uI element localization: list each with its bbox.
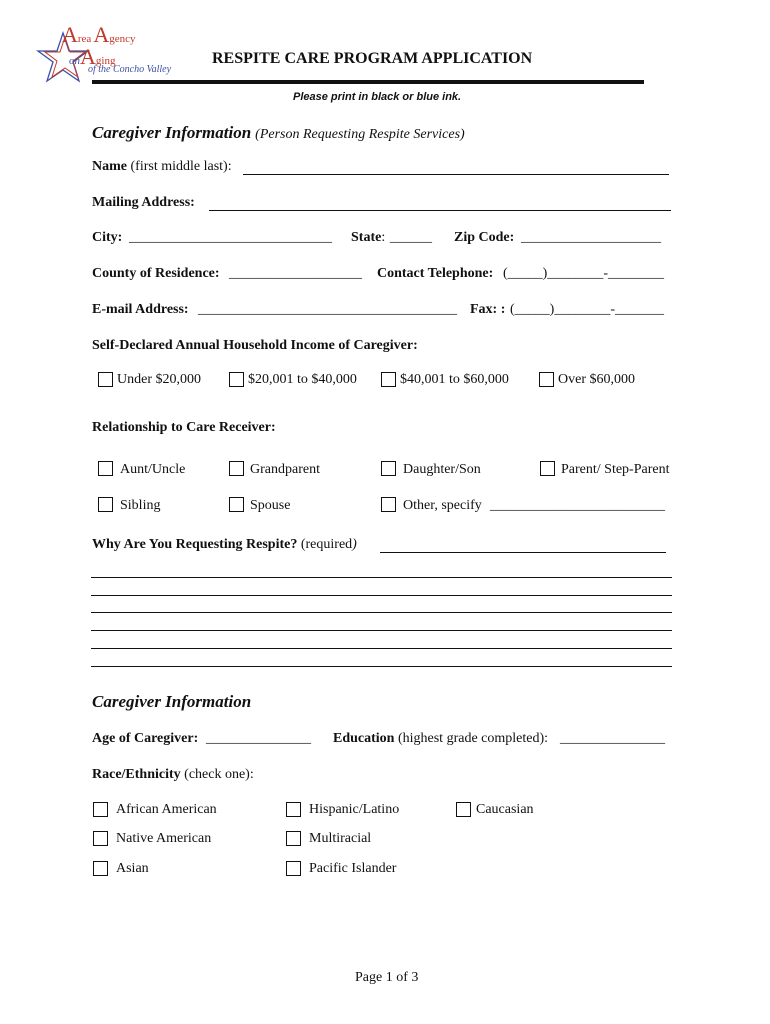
income-checkbox[interactable] bbox=[381, 372, 396, 387]
race-checkbox[interactable] bbox=[93, 802, 108, 817]
income-option: Over $60,000 bbox=[558, 372, 635, 387]
relationship-checkbox[interactable] bbox=[98, 497, 113, 512]
relationship-option: Sibling bbox=[120, 498, 161, 513]
ink-instruction: Please print in black or blue ink. bbox=[293, 91, 462, 103]
logo-letter-a: A bbox=[80, 44, 96, 69]
why-respite-field[interactable] bbox=[380, 552, 666, 553]
fax-label: Fax: : bbox=[470, 302, 506, 317]
relationship-option: Parent/ Step-Parent bbox=[561, 462, 670, 477]
relationship-checkbox[interactable] bbox=[229, 497, 244, 512]
zip-label: Zip Code: bbox=[454, 230, 515, 245]
logo-letter-a: A bbox=[93, 22, 110, 47]
race-checkbox[interactable] bbox=[93, 831, 108, 846]
name-field[interactable] bbox=[243, 174, 669, 175]
relationship-option: Grandparent bbox=[250, 462, 320, 477]
income-option: $20,001 to $40,000 bbox=[248, 372, 357, 387]
section-title: Caregiver Information bbox=[92, 123, 252, 142]
city-field[interactable]: _____________________________ bbox=[129, 230, 332, 245]
race-option: Native American bbox=[116, 831, 212, 846]
race-option: Pacific Islander bbox=[309, 861, 397, 876]
header-rule bbox=[92, 80, 644, 84]
why-respite-line[interactable] bbox=[91, 595, 672, 596]
why-respite-line[interactable] bbox=[91, 648, 672, 649]
why-respite-line[interactable] bbox=[91, 612, 672, 613]
race-checkbox[interactable] bbox=[456, 802, 471, 817]
race-option: Hispanic/Latino bbox=[309, 802, 400, 817]
why-respite-label: Why Are You Requesting Respite? (required) bbox=[92, 537, 357, 552]
relationship-label: Relationship to Care Receiver: bbox=[92, 420, 276, 435]
relationship-checkbox[interactable] bbox=[381, 461, 396, 476]
logo-area-text: rea bbox=[77, 33, 92, 45]
city-label: City: bbox=[92, 230, 123, 245]
mailing-address-field[interactable] bbox=[209, 210, 671, 211]
phone-label: Contact Telephone: bbox=[377, 266, 494, 281]
county-field[interactable]: ___________________ bbox=[229, 266, 362, 281]
section-title: Caregiver Information bbox=[92, 692, 252, 711]
relationship-checkbox[interactable] bbox=[540, 461, 555, 476]
name-label: Name (first middle last): bbox=[92, 159, 232, 174]
logo-letter-a: A bbox=[62, 22, 78, 47]
logo-agency-text: gency bbox=[109, 33, 136, 45]
race-option: Caucasian bbox=[476, 802, 534, 817]
section-heading bbox=[92, 123, 465, 143]
mailing-address-label: Mailing Address: bbox=[92, 195, 195, 210]
income-checkbox[interactable] bbox=[229, 372, 244, 387]
race-option: Multiracial bbox=[309, 831, 372, 846]
county-label: County of Residence: bbox=[92, 266, 220, 281]
race-option: African American bbox=[116, 802, 217, 817]
why-respite-line[interactable] bbox=[91, 577, 672, 578]
zip-field[interactable]: ____________________ bbox=[521, 230, 661, 245]
relationship-checkbox[interactable] bbox=[381, 497, 396, 512]
state-field[interactable]: ______ bbox=[390, 230, 432, 245]
state-label: State: bbox=[351, 230, 386, 245]
other-specify-field[interactable]: _________________________ bbox=[490, 498, 665, 513]
why-respite-line[interactable] bbox=[91, 666, 672, 667]
fax-field[interactable]: (_____)________-_______ bbox=[510, 302, 664, 317]
email-label: E-mail Address: bbox=[92, 302, 189, 317]
relationship-option: Aunt/Uncle bbox=[120, 462, 186, 477]
relationship-option: Other, specify bbox=[403, 498, 482, 513]
race-checkbox[interactable] bbox=[93, 861, 108, 876]
education-field[interactable]: _______________ bbox=[560, 731, 665, 746]
income-checkbox[interactable] bbox=[98, 372, 113, 387]
logo-on-text: on bbox=[69, 55, 80, 67]
race-option: Asian bbox=[116, 861, 149, 876]
relationship-option: Spouse bbox=[250, 498, 291, 513]
race-checkbox[interactable] bbox=[286, 831, 301, 846]
race-checkbox[interactable] bbox=[286, 861, 301, 876]
relationship-checkbox[interactable] bbox=[98, 461, 113, 476]
race-checkbox[interactable] bbox=[286, 802, 301, 817]
income-checkbox[interactable] bbox=[539, 372, 554, 387]
race-label: Race/Ethnicity (check one): bbox=[92, 767, 254, 782]
income-option: $40,001 to $60,000 bbox=[400, 372, 509, 387]
logo-tagline: of the Concho Valley bbox=[88, 64, 172, 75]
age-label: Age of Caregiver: bbox=[92, 731, 199, 746]
income-option: Under $20,000 bbox=[117, 372, 201, 387]
relationship-option: Daughter/Son bbox=[403, 462, 481, 477]
email-field[interactable]: _____________________________________ bbox=[198, 302, 457, 317]
section-subtitle: (Person Requesting Respite Services) bbox=[255, 127, 465, 142]
why-respite-line[interactable] bbox=[91, 630, 672, 631]
page-title: RESPITE CARE PROGRAM APPLICATION bbox=[212, 50, 533, 67]
education-label: Education (highest grade completed): bbox=[333, 731, 549, 746]
relationship-checkbox[interactable] bbox=[229, 461, 244, 476]
income-label: Self-Declared Annual Household Income of Caregiver: bbox=[92, 338, 418, 353]
age-field[interactable]: _______________ bbox=[206, 731, 311, 746]
logo-aging-text: ging bbox=[95, 55, 116, 67]
page-number: Page 1 of 3 bbox=[355, 970, 419, 985]
phone-field[interactable]: (_____)________-________ bbox=[503, 266, 664, 281]
agency-logo bbox=[35, 18, 185, 80]
